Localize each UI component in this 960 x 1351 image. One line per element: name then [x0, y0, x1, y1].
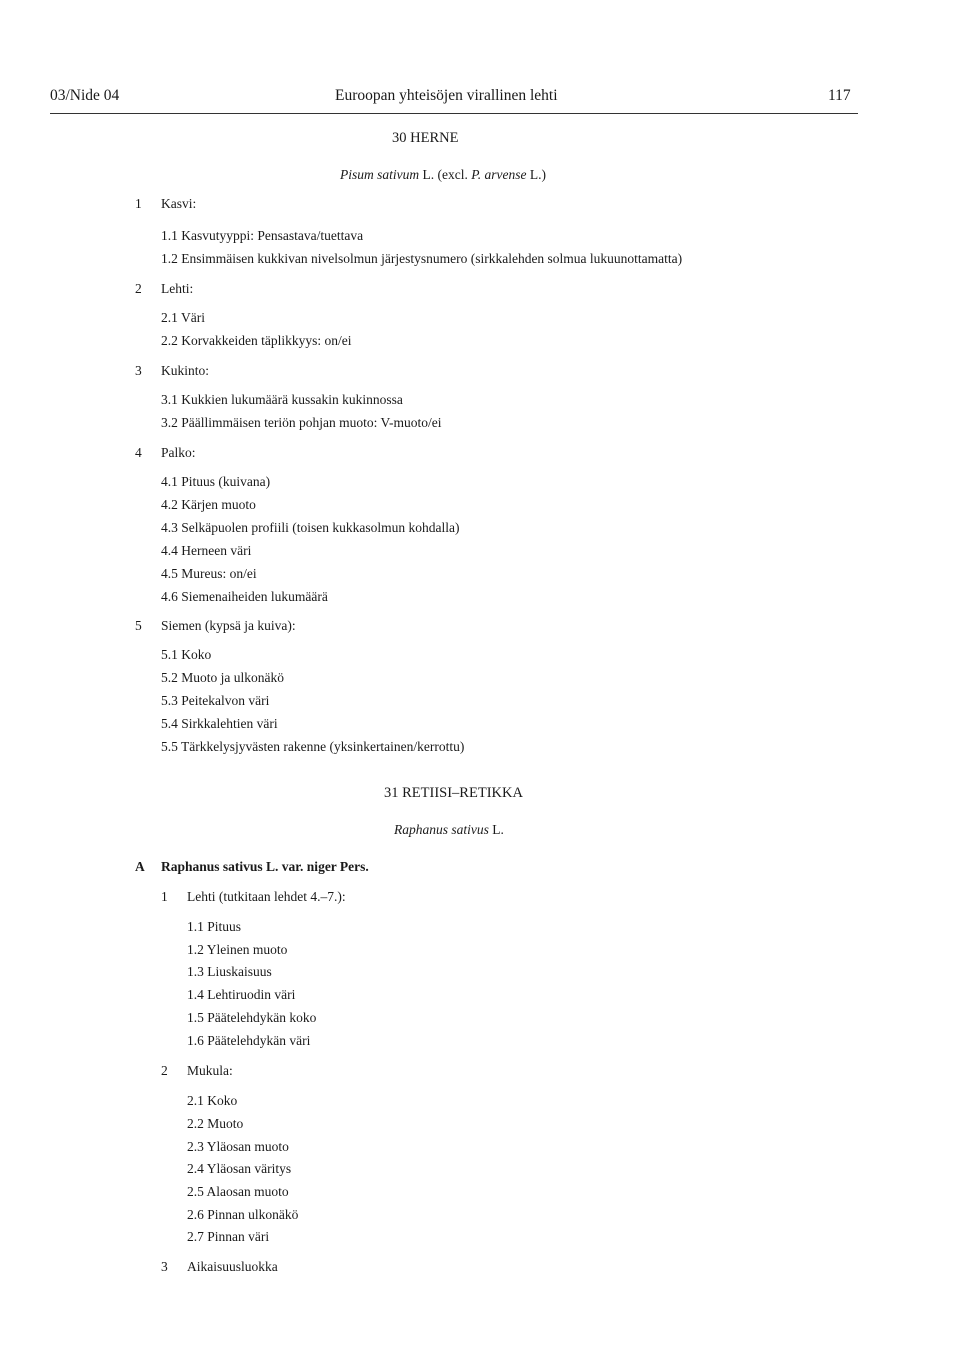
list-item: 1.2 Yleinen muoto: [187, 942, 288, 957]
group-number: 1: [161, 889, 168, 904]
group-number: 4: [135, 445, 142, 460]
list-item: 1.1 Kasvutyyppi: Pensastava/tuettava: [161, 228, 364, 243]
list-item: 3.1 Kukkien lukumäärä kussakin kukinnossa: [161, 392, 403, 407]
group-number: 3: [161, 1259, 168, 1274]
list-item: 3.2 Päällimmäisen teriön pohjan muoto: V-muoto/ei: [161, 415, 442, 430]
latin-author: L.: [488, 822, 504, 837]
list-item: 5.5 Tärkkelysjyvästen rakenne (yksinkertainen/kerrottu): [161, 739, 465, 754]
latin-author: L. (excl.: [419, 167, 472, 182]
list-item: 1.4 Lehtiruodin väri: [187, 987, 296, 1002]
list-item: 5.4 Sirkkalehtien väri: [161, 716, 278, 731]
journal-title: Euroopan yhteisöjen virallinen lehti: [335, 87, 558, 104]
list-item: 4.3 Selkäpuolen profiili (toisen kukkasolmun kohdalla): [161, 520, 460, 535]
list-item: 5.2 Muoto ja ulkonäkö: [161, 670, 284, 685]
list-item: 2.2 Muoto: [187, 1116, 244, 1131]
group-label: Siemen (kypsä ja kuiva):: [161, 618, 296, 633]
group-label: Kukinto:: [161, 363, 210, 378]
latin-excluded: P. arvense: [471, 167, 527, 182]
list-item: 2.3 Yläosan muoto: [187, 1139, 289, 1154]
list-item: 1.3 Liuskaisuus: [187, 964, 272, 979]
group-number: 2: [161, 1063, 168, 1078]
list-item: 4.4 Herneen väri: [161, 543, 252, 558]
list-item: 1.2 Ensimmäisen kukkivan nivelsolmun järjestysnumero (sirkkalehden solmua lukuunottamatta): [161, 251, 683, 266]
latin-species: Raphanus sativus: [394, 822, 489, 837]
page-number: 117: [828, 87, 851, 104]
group-label: Palko:: [161, 445, 196, 460]
latin-author-2: L.): [526, 167, 546, 182]
subsection-letter: A: [135, 859, 145, 874]
group-label: Lehti:: [161, 281, 194, 296]
list-item: 4.6 Siemenaiheiden lukumäärä: [161, 589, 328, 604]
list-item: 5.3 Peitekalvon väri: [161, 693, 270, 708]
group-number: 1: [135, 196, 142, 211]
section-30-title: 30 HERNE: [392, 130, 459, 146]
list-item: 4.1 Pituus (kuivana): [161, 474, 271, 489]
subsection-title: Raphanus sativus L. var. niger Pers.: [161, 859, 369, 874]
list-item: 2.5 Alaosan muoto: [187, 1184, 289, 1199]
group-label: Aikaisuusluokka: [187, 1259, 278, 1274]
group-number: 2: [135, 281, 142, 296]
list-item: 2.4 Yläosan väritys: [187, 1161, 292, 1176]
section-31-title: 31 RETIISI–RETIKKA: [384, 785, 523, 801]
list-item: 4.5 Mureus: on/ei: [161, 566, 257, 581]
group-number: 3: [135, 363, 142, 378]
list-item: 1.6 Päätelehdykän väri: [187, 1033, 311, 1048]
list-item: 5.1 Koko: [161, 647, 212, 662]
list-item: 1.5 Päätelehdykän koko: [187, 1010, 317, 1025]
list-item: 2.1 Väri: [161, 310, 205, 325]
list-item: 2.1 Koko: [187, 1093, 238, 1108]
list-item: 2.2 Korvakkeiden täplikkyys: on/ei: [161, 333, 352, 348]
journal-volume: 03/Nide 04: [50, 87, 120, 104]
list-item: 2.7 Pinnan väri: [187, 1229, 270, 1244]
list-item: 4.2 Kärjen muoto: [161, 497, 256, 512]
group-label: Mukula:: [187, 1063, 233, 1078]
group-number: 5: [135, 618, 142, 633]
group-label: Lehti (tutkitaan lehdet 4.–7.):: [187, 889, 346, 904]
list-item: 2.6 Pinnan ulkonäkö: [187, 1207, 299, 1222]
section-31-latin-name: [394, 822, 504, 838]
latin-genus: Pisum sativum: [340, 167, 420, 182]
section-30-latin-name: [340, 167, 546, 183]
list-item: 1.1 Pituus: [187, 919, 242, 934]
header-rule: [50, 113, 858, 114]
group-label: Kasvi:: [161, 196, 197, 211]
